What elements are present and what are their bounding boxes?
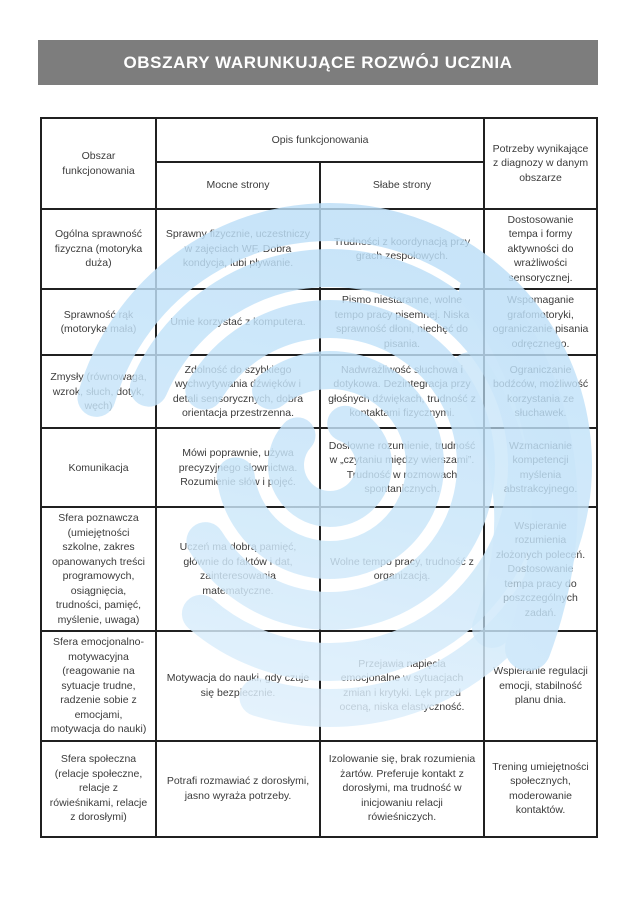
area-cell: Sprawność rąk (motoryka mała) <box>41 289 156 355</box>
needs-cell: Trening umiejętności społecznych, moderowanie kontaktów. <box>484 741 597 837</box>
area-cell: Sfera poznawcza (umiejętności szkolne, zakres opanowanych treści programowych, osiągnięcia, trudności, pamięć, myślenie, uwaga) <box>41 507 156 631</box>
table-row <box>41 631 597 740</box>
area-cell: Sfera społeczna (relacje społeczne, relacje z rówieśnikami, relacje z dorosłymi) <box>41 741 156 837</box>
table-row <box>41 209 597 289</box>
strengths-cell: Motywacja do nauki, gdy czuje się bezpiecznie. <box>156 631 320 740</box>
weaknesses-cell: Przejawia napięcia emocjonalne w sytuacjach zmian i krytyki. Lęk przed oceną, niska elastyczność. <box>320 631 484 740</box>
strengths-cell: Potrafi rozmawiać z dorosłymi, jasno wyraża potrzeby. <box>156 741 320 837</box>
header-needs: Potrzeby wynikające z diagnozy w danym obszarze <box>484 118 597 209</box>
header-strengths: Mocne strony <box>156 162 320 209</box>
strengths-cell: Umie korzystać z komputera. <box>156 289 320 355</box>
weaknesses-cell: Izolowanie się, brak rozumienia żartów. Preferuje kontakt z dorosłymi, ma trudność w inicjowaniu relacji rówieśniczych. <box>320 741 484 837</box>
area-cell: Sfera emocjonalno-motywacyjna (reagowanie na sytuacje trudne, radzenie sobie z emocjami, motywacja do nauki) <box>41 631 156 740</box>
strengths-cell: Mówi poprawnie, używa precyzyjnego słownictwa. Rozumienie słów i pojęć. <box>156 428 320 507</box>
weaknesses-cell: Dosłowne rozumienie, trudność w „czytaniu między wierszami”. Trudność w rozmowach spontanicznych. <box>320 428 484 507</box>
header-description: Opis funkcjonowania <box>156 118 484 162</box>
strengths-cell: Uczeń ma dobrą pamięć, głównie do faktów i dat, zainteresowania matematyczne. <box>156 507 320 631</box>
header-area: Obszar funkcjonowania <box>41 118 156 209</box>
table-row <box>41 355 597 428</box>
weaknesses-cell: Nadwrażliwość słuchowa i dotykowa. Dezintegracja przy głośnych dźwiękach, trudność z kontaktami fizycznymi. <box>320 355 484 428</box>
weaknesses-cell: Trudności z koordynacją przy grach zespołowych. <box>320 209 484 289</box>
area-cell: Ogólna sprawność fizyczna (motoryka duża) <box>41 209 156 289</box>
header-weaknesses: Słabe strony <box>320 162 484 209</box>
table-header-row-1 <box>41 118 597 162</box>
strengths-cell: Sprawny fizycznie, uczestniczy w zajęciach WF. Dobra kondycja, lubi pływanie. <box>156 209 320 289</box>
table-row <box>41 507 597 631</box>
needs-cell: Ograniczanie bodźców, możliwość korzystania ze słuchawek. <box>484 355 597 428</box>
strengths-cell: Zdolność do szybkiego wychwytywania dźwięków i detali sensorycznych, dobra orientacja przestrzenna. <box>156 355 320 428</box>
weaknesses-cell: Wolne tempo pracy, trudność z organizacją. <box>320 507 484 631</box>
area-cell: Komunikacja <box>41 428 156 507</box>
page-title: OBSZARY WARUNKUJĄCE ROZWÓJ UCZNIA <box>123 52 513 72</box>
needs-cell: Wzmacnianie kompetencji myślenia abstrakcyjnego. <box>484 428 597 507</box>
area-cell: Zmysły (równowaga, wzrok, słuch, dotyk, węch) <box>41 355 156 428</box>
title-bar <box>38 40 598 85</box>
weaknesses-cell: Pismo niestaranne, wolne tempo pracy pisemnej. Niska sprawność dłoni, niechęć do pisania. <box>320 289 484 355</box>
needs-cell: Wspieranie rozumienia złożonych poleceń. Dostosowanie tempa pracy do poszczególnych zadań. <box>484 507 597 631</box>
table-row <box>41 289 597 355</box>
needs-cell: Wspieranie regulacji emocji, stabilność planu dnia. <box>484 631 597 740</box>
needs-cell: Dostosowanie tempa i formy aktywności do wrażliwości sensorycznej. <box>484 209 597 289</box>
table-row <box>41 741 597 837</box>
needs-cell: Wspomaganie grafomotoryki, ograniczanie pisania odręcznego. <box>484 289 597 355</box>
functioning-areas-table <box>40 117 598 838</box>
table-row <box>41 428 597 507</box>
